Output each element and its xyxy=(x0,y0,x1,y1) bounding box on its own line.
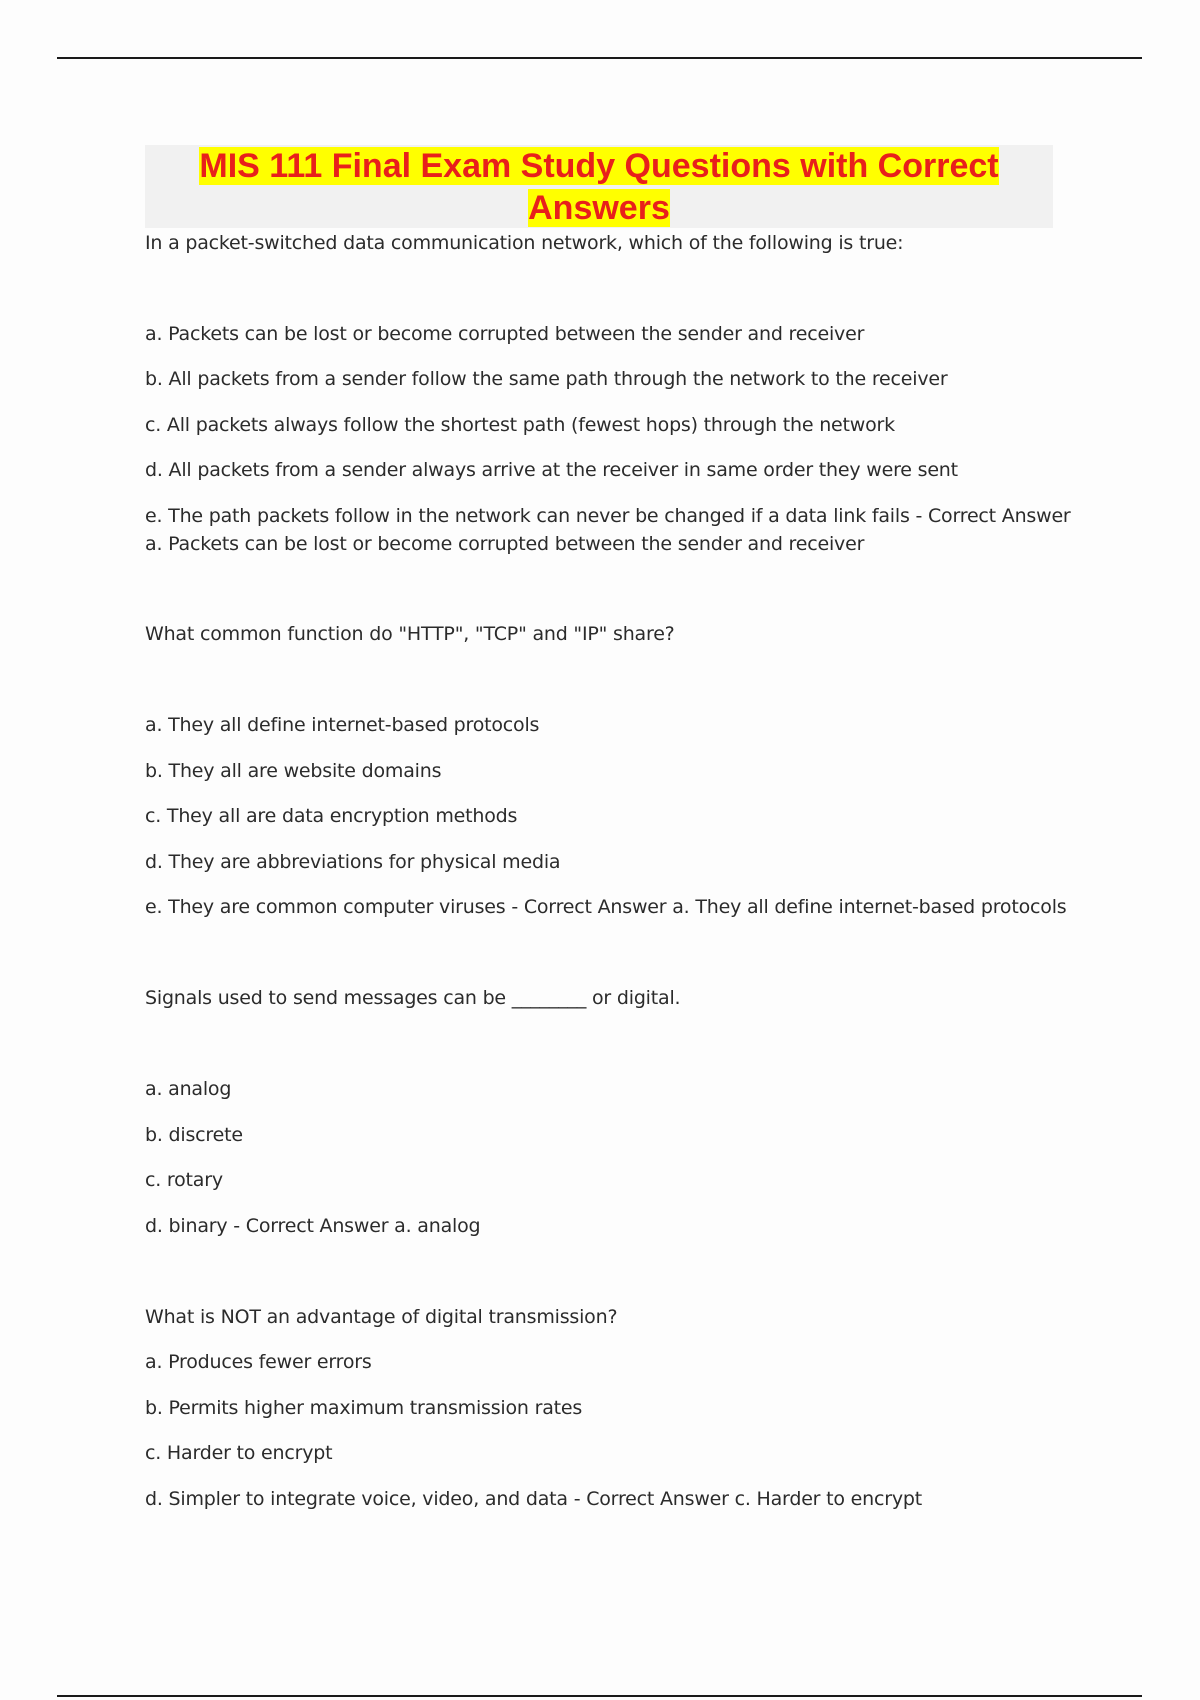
answer-option-with-correct-answer: e. They are common computer viruses - Correct Answer a. They all define internet-based protocols xyxy=(145,896,1067,918)
bottom-rule xyxy=(57,1695,1142,1697)
answer-option-with-correct-answer: d. binary - Correct Answer a. analog xyxy=(145,1215,481,1237)
question-prompt: In a packet-switched data communication network, which of the following is true: xyxy=(145,232,904,254)
answer-option: a. Packets can be lost or become corrupted between the sender and receiver xyxy=(145,323,865,345)
answer-option: d. All packets from a sender always arrive at the receiver in same order they were sent xyxy=(145,459,958,481)
answer-option: b. They all are website domains xyxy=(145,760,442,782)
answer-option-with-correct-answer: d. Simpler to integrate voice, video, and data - Correct Answer c. Harder to encrypt xyxy=(145,1488,922,1510)
answer-option: d. They are abbreviations for physical media xyxy=(145,851,561,873)
answer-option: a. Produces fewer errors xyxy=(145,1351,372,1373)
answer-option: b. Permits higher maximum transmission rates xyxy=(145,1397,583,1419)
answer-option-with-correct-answer: e. The path packets follow in the network can never be changed if a data link fails - Correct Answer a. Packets can be lost or become corrupted between the sender and receiver xyxy=(145,505,1071,555)
answer-option: b. discrete xyxy=(145,1124,243,1146)
title-line-2: Answers xyxy=(528,189,670,227)
answer-option: a. analog xyxy=(145,1078,232,1100)
answer-option: c. Harder to encrypt xyxy=(145,1442,333,1464)
question-prompt: What is NOT an advantage of digital transmission? xyxy=(145,1306,618,1328)
question-prompt: What common function do "HTTP", "TCP" and "IP" share? xyxy=(145,623,675,645)
answer-option: a. They all define internet-based protocols xyxy=(145,714,540,736)
answer-option: c. rotary xyxy=(145,1169,223,1191)
title-line-1: MIS 111 Final Exam Study Questions with Correct xyxy=(199,147,999,185)
answer-option: b. All packets from a sender follow the same path through the network to the receiver xyxy=(145,368,948,390)
answer-option: c. All packets always follow the shortest path (fewest hops) through the network xyxy=(145,414,895,436)
top-rule xyxy=(57,57,1142,59)
question-prompt: Signals used to send messages can be ________ or digital. xyxy=(145,987,681,1009)
title-block xyxy=(145,145,1053,228)
answer-option: c. They all are data encryption methods xyxy=(145,805,518,827)
page-title xyxy=(145,145,1053,229)
